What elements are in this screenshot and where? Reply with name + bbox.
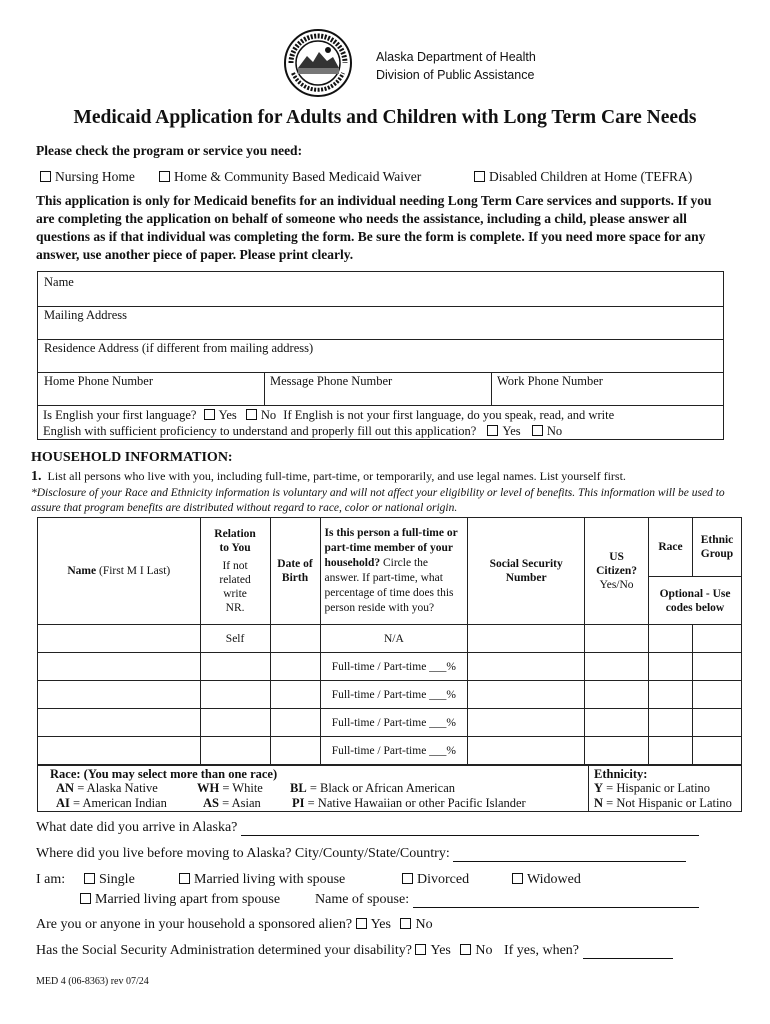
spouse-name-field[interactable] [413,893,699,908]
cell-citizen[interactable] [585,709,649,737]
cell-relation[interactable] [200,681,270,709]
form-title: Medicaid Application for Adults and Children with Long Term Care Needs [73,107,697,128]
arrival-question [36,820,699,836]
work-phone-field-label[interactable]: Work Phone Number [497,374,603,388]
cell-name[interactable] [38,625,201,653]
sponsored-alien-question: Are you or anyone in your household a sponsored alien? Yes No [36,917,433,932]
cell-dob[interactable] [270,653,320,681]
checkbox-icon[interactable] [474,171,485,182]
race-legend-title: Race: (You may select more than one race) [50,767,278,781]
col-header-name: Name (First M I Last) [38,518,201,625]
table-row[interactable] [38,737,742,765]
proficiency-no-checkbox-icon[interactable] [532,425,543,436]
home-phone-field-label[interactable]: Home Phone Number [44,374,154,388]
ssa-disability-question: Has the Social Security Administration determined your disability? Yes No If yes, when? [36,943,673,959]
cell-relation[interactable] [200,709,270,737]
marital-widowed[interactable]: Widowed [512,872,581,888]
marital-label: I am: [36,872,66,887]
english-question [43,408,614,423]
household-heading: HOUSEHOLD INFORMATION: [31,450,233,465]
english-no-checkbox-icon[interactable] [246,409,257,420]
table-row[interactable] [38,625,742,653]
english-yes-checkbox-icon[interactable] [204,409,215,420]
col-header-relation: Relation to You If not related write NR. [200,518,270,625]
previous-residence-question [36,846,686,862]
ethnicity-legend-title: Ethnicity: [594,767,648,781]
cell-ethnic[interactable] [692,625,741,653]
sponsored-no-checkbox-icon[interactable] [400,918,411,929]
table-row[interactable] [38,653,742,681]
marital-single[interactable]: Single [84,872,135,888]
col-header-race: Race [649,518,693,577]
cell-member[interactable]: Full-time / Part-time ___% [320,709,468,737]
cell-ssn[interactable] [468,681,585,709]
english-q3: English with sufficient proficiency to understand and properly fill out this application? [43,424,477,438]
agency-line-2: Division of Public Assistance [376,68,535,82]
cell-dob[interactable] [270,681,320,709]
message-phone-field-label[interactable]: Message Phone Number [270,374,393,388]
race-code-ai: AI = American Indian [56,796,167,810]
program-tefra[interactable] [474,169,692,185]
household-table [37,517,742,765]
intro-paragraph: This application is only for Medicaid benefits for an individual needing Long Term Care services and supports. If you are completing the application on behalf of someone who needs the assistance, including a child, please answer all questions as if that individual was completing the form. Be sure the form is complete. If you need more space for any answer, use another piece of paper. Please print clearly. [36,193,712,262]
ssa-label: Has the Social Security Administration determined your disability? [36,943,412,958]
contact-box [37,271,724,440]
household-instruction [31,469,626,485]
program-label: Home & Community Based Medicaid Waiver [174,169,422,184]
marital-divorced[interactable]: Divorced [402,872,469,888]
col-header-optional: Optional - Use codes below [649,577,742,625]
proficiency-yes-label: Yes [502,424,521,438]
previous-residence-field[interactable] [453,847,686,862]
english-q2: If English is not your first language, do you speak, read, and write [283,408,615,422]
race-code-an: AN = Alaska Native [56,781,158,795]
race-code-bl: BL = Black or African American [290,781,456,795]
name-field-label[interactable]: Name [44,275,74,289]
cell-relation: Self [200,625,270,653]
cell-race[interactable] [649,625,693,653]
cell-citizen[interactable] [585,737,649,765]
instruction-text: List all persons who live with you, including full-time, part-time, or temporarily, and use legal names. List yourself first. [47,469,626,483]
cell-ethnic[interactable] [692,709,741,737]
cell-ssn[interactable] [468,625,585,653]
program-hcb-waiver[interactable] [159,169,421,185]
sponsored-yes-checkbox-icon[interactable] [356,918,367,929]
cell-ssn[interactable] [468,653,585,681]
cell-dob[interactable] [270,737,320,765]
cell-relation[interactable] [200,653,270,681]
spouse-name-label: Name of spouse: [315,892,410,907]
disclosure-note: *Disclosure of your Race and Ethnicity information is voluntary and will not affect your eligibility or level of benefits. This information will be used to assure that program benefits are distributed without regard to race, color or national origin. [31,487,725,514]
table-row[interactable] [38,709,742,737]
checkbox-icon[interactable] [159,171,170,182]
col-header-ssn: Social Security Number [468,518,585,625]
ethnicity-code-y: Y = Hispanic or Latino [594,781,711,795]
cell-ethnic[interactable] [692,653,741,681]
program-label: Disabled Children at Home (TEFRA) [489,169,693,184]
cell-ssn[interactable] [468,709,585,737]
checkbox-icon[interactable] [40,171,51,182]
cell-citizen[interactable] [585,653,649,681]
english-yes-label: Yes [218,408,237,422]
race-ethnicity-legend [37,765,742,812]
col-header-member: Is this person a full-time or part-time member of your household? Circle the answer. If part-time, what percentage of time does this person reside with you? [320,518,468,625]
table-row[interactable] [38,681,742,709]
arrival-date-field[interactable] [241,821,699,836]
cell-member[interactable]: Full-time / Part-time ___% [320,737,468,765]
proficiency-no-label: No [546,424,563,438]
residence-address-field-label[interactable]: Residence Address (if different from mailing address) [44,341,314,355]
race-code-wh: WH = White [197,781,263,795]
program-nursing-home[interactable] [40,169,135,185]
cell-citizen[interactable] [585,681,649,709]
arrival-label: What date did you arrive in Alaska? [36,820,238,835]
cell-relation[interactable] [200,737,270,765]
cell-race[interactable] [649,681,693,709]
ssa-when-label: If yes, when? [503,943,580,958]
marital-married[interactable]: Married living with spouse [179,872,345,888]
marital-married-apart[interactable]: Married living apart from spouse [80,892,280,908]
cell-dob[interactable] [270,625,320,653]
cell-name[interactable] [38,681,201,709]
agency-name [376,48,536,84]
cell-name[interactable] [38,709,201,737]
sponsored-label: Are you or anyone in your household a sponsored alien? [36,917,353,932]
cell-member[interactable]: Full-time / Part-time ___% [320,681,468,709]
cell-ethnic[interactable] [692,737,741,765]
race-code-pi: PI = Native Hawaiian or other Pacific Islander [292,796,526,810]
ssa-yes-checkbox-icon[interactable] [415,944,426,955]
proficiency-yes-checkbox-icon[interactable] [487,425,498,436]
mailing-address-field-label[interactable]: Mailing Address [44,308,127,322]
program-prompt: Please check the program or service you need: [36,143,303,158]
english-no-label: No [260,408,277,422]
cell-race[interactable] [649,653,693,681]
ssa-no-checkbox-icon[interactable] [460,944,471,955]
cell-member[interactable]: Full-time / Part-time ___% [320,653,468,681]
cell-name[interactable] [38,737,201,765]
race-code-as: AS = Asian [203,796,261,810]
cell-dob[interactable] [270,709,320,737]
col-header-dob: Date of Birth [270,518,320,625]
ethnicity-code-n: N = Not Hispanic or Latino [594,796,732,810]
cell-name[interactable] [38,653,201,681]
state-seal-icon [283,28,353,98]
cell-race[interactable] [649,709,693,737]
cell-member: N/A [320,625,468,653]
english-q1: Is English your first language? [43,408,197,422]
form-number: MED 4 (06-8363) rev 07/24 [36,976,149,987]
spouse-name [315,892,699,908]
question-number: 1. [31,469,42,484]
cell-race[interactable] [649,737,693,765]
english-question-cont [43,424,562,439]
marital-status [36,872,65,888]
program-label: Nursing Home [55,169,135,184]
cell-citizen[interactable] [585,625,649,653]
previous-residence-label: Where did you live before moving to Alaska? City/County/State/Country: [36,846,450,861]
agency-line-1: Alaska Department of Health [376,50,536,64]
cell-ethnic[interactable] [692,681,741,709]
col-header-citizen: US Citizen? Yes/No [585,518,649,625]
col-header-ethnic: Ethnic Group [692,518,741,577]
ssa-when-field[interactable] [583,944,673,959]
cell-ssn[interactable] [468,737,585,765]
